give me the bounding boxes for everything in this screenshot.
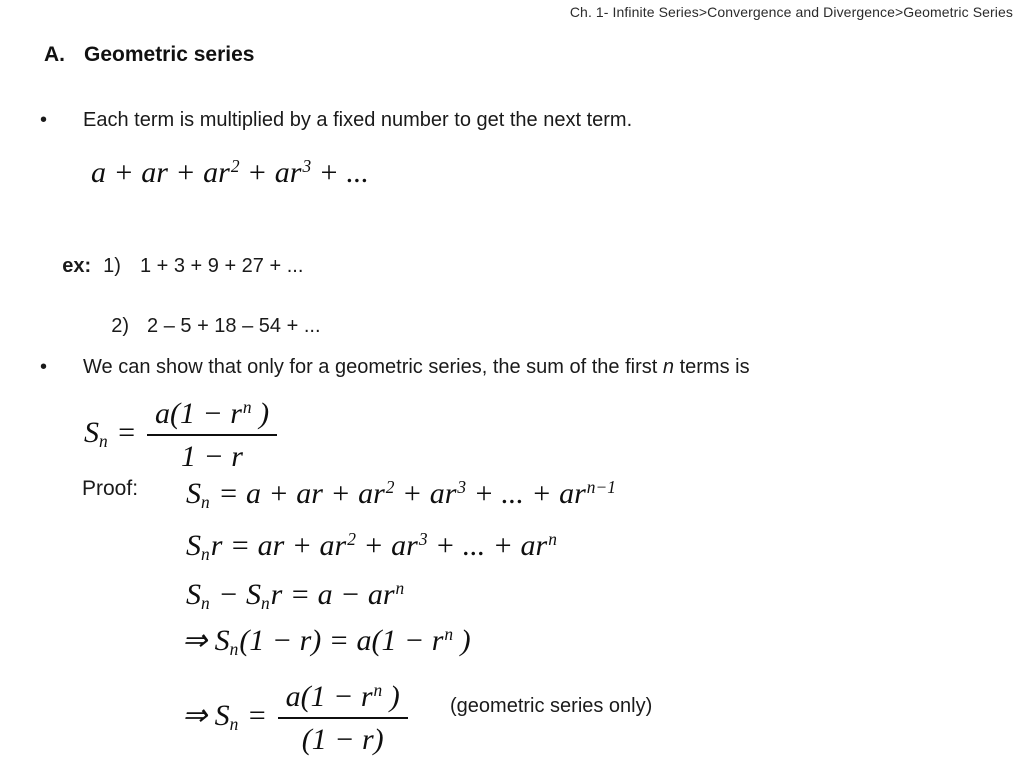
proof-line-1: $S_n = a$ + ar + $ar^2 + ar^3$ + ... + $ar^{n-1}$ xyxy=(186,477,616,513)
section-label: A. xyxy=(44,43,65,66)
example-1-series: 1 + 3 + 9 + 27 + ... xyxy=(139,255,304,277)
example-2-number: 2) xyxy=(111,315,130,337)
bullet-icon: • xyxy=(40,356,48,378)
example-1-number: 1) xyxy=(103,255,121,277)
proof-line-3: $S_n - S_nr = a - ar^n$ xyxy=(186,578,405,614)
formula-sum: $S_n$ = $\frac{a(1 - r^n )}{1 - r}$ xyxy=(84,397,280,473)
proof-line-2: $S_nr$ = ar + $ar^2 + ar^3$ + ... + $ar^n$ xyxy=(186,529,557,565)
formula-geometric-series: a + ar + $ar^2 + ar^3$ + ... xyxy=(91,156,369,189)
example-label: ex: xyxy=(62,255,92,277)
fraction: $\frac{a(1 - r^n )}{1 - r}$ xyxy=(147,397,277,473)
section-title: Geometric series xyxy=(84,43,255,66)
bullet-text-fixed-number: Each term is multiplied by a fixed number to get the next term. xyxy=(83,109,633,131)
section-heading xyxy=(44,43,254,67)
proof-label: Proof: xyxy=(82,477,139,500)
proof-line-5: ⇒ $S_n$ = $\frac{a(1 - r^n )}{(1 - r)}$ xyxy=(182,680,411,756)
example-2-series: 2 – 5 + 18 – 54 + ... xyxy=(147,315,321,337)
bullet-text-sum-of-n-terms: We can show that only for a geometric series, the sum of the first n terms is xyxy=(83,356,750,378)
fraction: $\frac{a(1 - r^n )}{(1 - r)}$ xyxy=(278,680,408,756)
proof-note: (geometric series only) xyxy=(450,695,653,717)
proof-line-4: ⇒ $S_n(1 - r) = a(1 - r^n$ ) xyxy=(182,624,471,660)
example-2 xyxy=(89,290,321,362)
breadcrumb: Ch. 1- Infinite Series>Convergence and Divergence>Geometric Series xyxy=(569,4,1013,20)
bullet-icon: • xyxy=(40,109,48,131)
